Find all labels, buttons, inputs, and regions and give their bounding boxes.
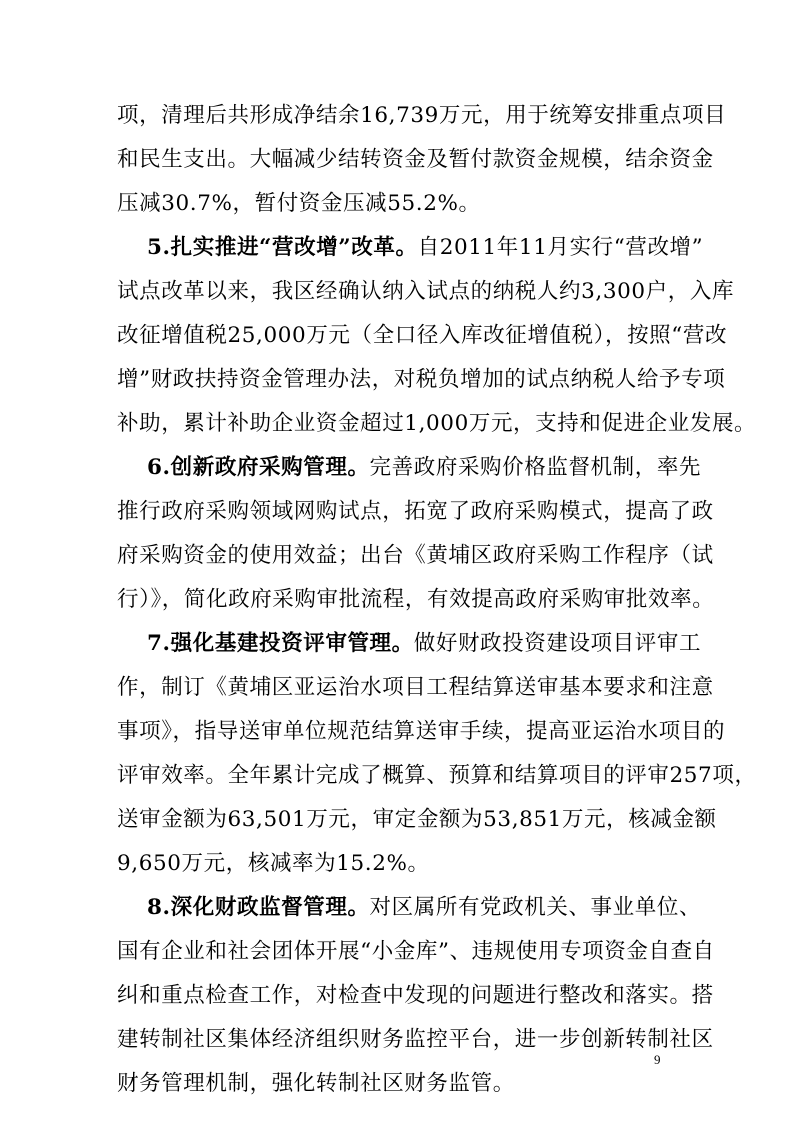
paragraph-line: 纠和重点检查工作，对检查中发现的问题进行整改和落实。搭 — [117, 983, 714, 1008]
section-heading: 8.深化财政监督管理。 — [147, 895, 370, 920]
paragraph-line: 评审效率。全年累计完成了概算、预算和结算项目的评审257项， — [117, 763, 757, 788]
paragraph-line: 和民生支出。大幅减少结转资金及暂付款资金规模，结余资金 — [117, 147, 714, 172]
paragraph-line: 增”财政扶持资金管理办法，对税负增加的试点纳税人给予专项 — [117, 367, 726, 392]
section-8-first-line: 8.深化财政监督管理。对区属所有党政机关、事业单位、 — [147, 895, 702, 920]
paragraph-line: 改征增值税25,000万元（全口径入库改征增值税），按照“营改 — [117, 323, 728, 348]
section-heading: 5.扎实推进“营改增”改革。 — [147, 235, 418, 260]
section-heading: 6.创新政府采购管理。 — [147, 455, 370, 480]
paragraph-line: 行）》，简化政府采购审批流程，有效提高政府采购审批效率。 — [117, 587, 715, 612]
paragraph-line: 送审金额为63,501万元，审定金额为53,851万元，核减金额 — [117, 807, 717, 832]
paragraph-line: 补助，累计补助企业资金超过1,000万元，支持和促进企业发展。 — [117, 411, 757, 436]
page-number: 9 — [654, 1052, 661, 1067]
section-heading: 7.强化基建投资评审管理。 — [147, 631, 414, 656]
paragraph-line: 财务管理机制，强化转制社区财务监管。 — [117, 1071, 515, 1096]
paragraph-line: 9,650万元，核减率为15.2%。 — [117, 851, 430, 876]
paragraph-line: 建转制社区集体经济组织财务监控平台，进一步创新转制社区 — [117, 1027, 714, 1052]
paragraph-line: 事项》，指导送审单位规范结算送审手续，提高亚运治水项目的 — [117, 719, 726, 744]
paragraph-line: 府采购资金的使用效益；出台《黄埔区政府采购工作程序（试 — [117, 543, 714, 568]
paragraph-line: 试点改革以来，我区经确认纳入试点的纳税人约3,300户，入库 — [117, 279, 735, 304]
paragraph-line: 作，制订《黄埔区亚运治水项目工程结算送审基本要求和注意 — [117, 675, 714, 700]
paragraph-line: 国有企业和社会团体开展“小金库”、违规使用专项资金自查自 — [117, 939, 715, 964]
section-6-first-line: 6.创新政府采购管理。完善政府采购价格监督机制，率先 — [147, 455, 702, 480]
paragraph-line: 项，清理后共形成净结余16,739万元，用于统筹安排重点项目 — [117, 103, 727, 128]
section-7-first-line: 7.强化基建投资评审管理。做好财政投资建设项目评审工 — [147, 631, 702, 656]
paragraph-line: 推行政府采购领域网购试点，拓宽了政府采购模式，提高了政 — [117, 499, 714, 524]
paragraph-line: 压减30.7%，暂付资金压减55.2%。 — [117, 191, 481, 216]
section-5-first-line: 5.扎实推进“营改增”改革。自2011年11月实行“营改增” — [147, 235, 704, 260]
